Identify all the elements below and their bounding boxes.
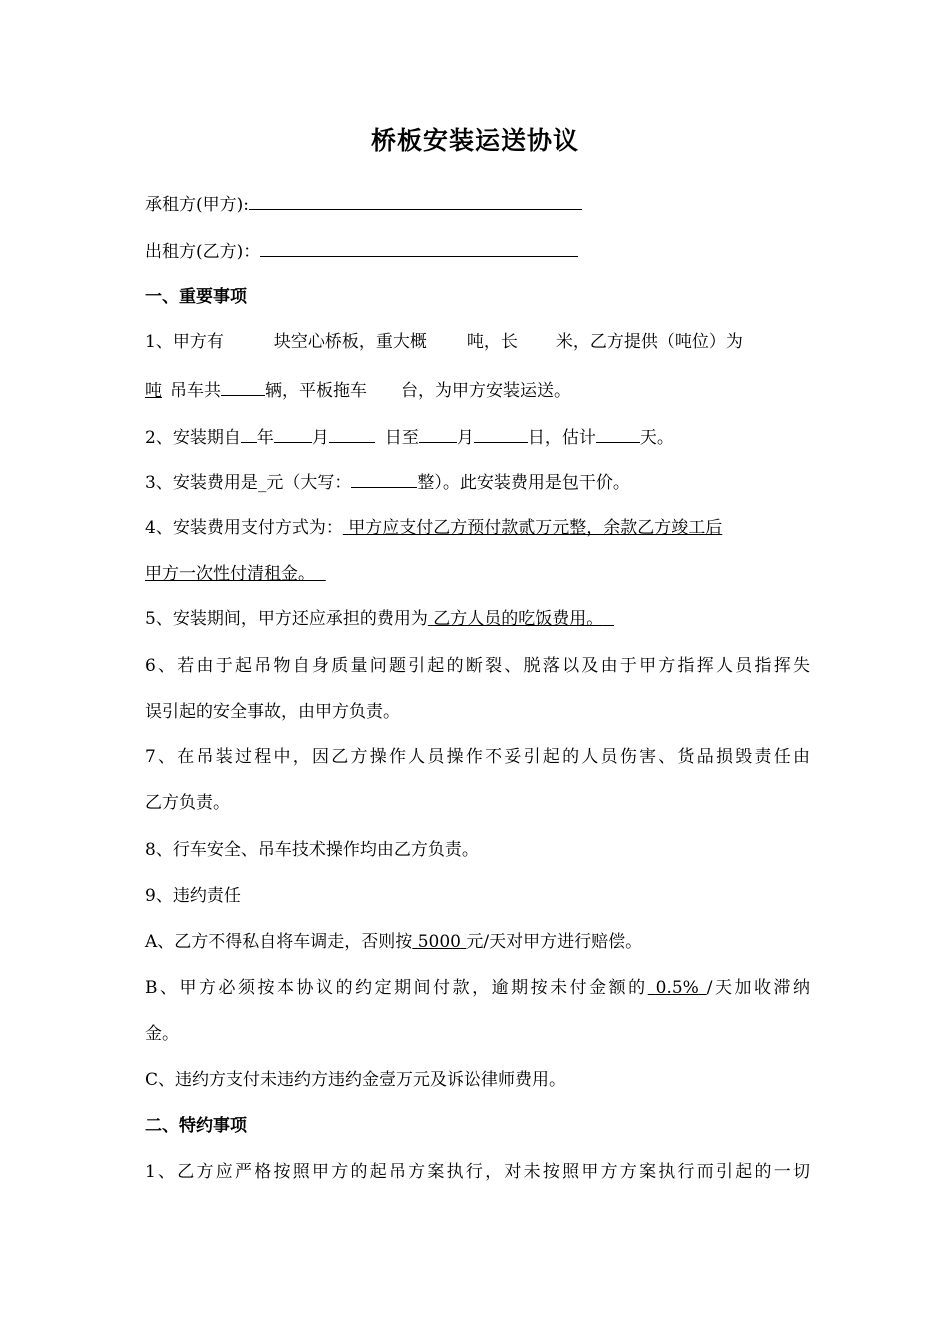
item-3-text-a: 3、安装费用是_元（大写： bbox=[145, 473, 352, 493]
section-1-heading: 一、重要事项 bbox=[145, 287, 247, 307]
item-2-text-f: 日，估计 bbox=[527, 428, 596, 448]
party-b-line bbox=[145, 238, 810, 264]
item-b-text-c: /天加收滞纳 bbox=[706, 978, 811, 998]
item-4-line-1 bbox=[145, 516, 810, 540]
document-title: 桥板安装运送协议 bbox=[370, 126, 579, 155]
item-2-text-a: 2、安装期自 bbox=[145, 428, 241, 448]
item-1-line-2 bbox=[145, 377, 810, 403]
month-blank[interactable] bbox=[274, 424, 312, 443]
item-4-payment-terms: 甲方应支付乙方预付款贰万元整，余款乙方竣工后 bbox=[348, 518, 723, 538]
item-a-line bbox=[145, 930, 810, 954]
item-5-extra-costs: 乙方人员的吃饭费用。 bbox=[433, 609, 604, 629]
item-1-text-d: 米，乙方提供（吨位）为 bbox=[555, 332, 743, 352]
special-item-1-line: 1、乙方应严格按照甲方的起吊方案执行，对未按照甲方方案执行而引起的一切 bbox=[145, 1162, 810, 1182]
day-blank[interactable] bbox=[329, 424, 375, 443]
item-1-tonnage: 吨 bbox=[145, 381, 162, 401]
amount-uppercase-blank[interactable] bbox=[351, 469, 417, 488]
item-3-text-b: 整）。此安装费用是包干价。 bbox=[417, 473, 630, 493]
end-month-blank[interactable] bbox=[419, 424, 457, 443]
item-2-text-d: 日至 bbox=[384, 428, 419, 448]
party-b-blank[interactable] bbox=[260, 238, 578, 257]
item-2-text-g: 天。 bbox=[639, 428, 674, 448]
item-6-line-2: 误引起的安全事故，由甲方负责。 bbox=[145, 702, 400, 722]
item-1-text-b: 块空心桥板，重大概 bbox=[273, 332, 427, 352]
item-7-line-2: 乙方负责。 bbox=[145, 793, 230, 813]
days-blank[interactable] bbox=[596, 424, 640, 443]
item-1-text-a: 1、甲方有 bbox=[145, 332, 224, 352]
item-4-text-a: 4、安装费用支付方式为： bbox=[145, 518, 343, 538]
item-a-text-c: 元/天对甲方进行赔偿。 bbox=[466, 932, 643, 952]
crane-count-blank[interactable] bbox=[221, 377, 265, 396]
item-1-text-c: 吨，长 bbox=[466, 332, 518, 352]
end-day-blank[interactable] bbox=[474, 424, 528, 443]
item-9-line: 9、违约责任 bbox=[145, 886, 241, 906]
year-blank[interactable] bbox=[241, 424, 257, 443]
party-a-line bbox=[145, 191, 810, 217]
party-a-blank[interactable] bbox=[249, 191, 582, 210]
item-2-text-c: 月 bbox=[311, 428, 329, 448]
item-3-line bbox=[145, 469, 810, 495]
party-b-label: 出租方(乙方)： bbox=[145, 242, 261, 262]
item-1-line-1 bbox=[145, 330, 810, 354]
item-6-line-1: 6、若由于起吊物自身质量问题引起的断裂、脱落以及由于甲方指挥人员指挥失 bbox=[145, 656, 810, 676]
item-5-line bbox=[145, 607, 810, 631]
item-1-text-h: 台，为甲方安装运送。 bbox=[401, 381, 571, 401]
item-b-line-2: 金。 bbox=[145, 1024, 179, 1044]
item-1-text-g: 辆，平板拖车 bbox=[265, 381, 367, 401]
item-4-payment-terms-cont: 甲方一次性付清租金。 bbox=[145, 564, 315, 584]
item-5-text-a: 5、安装期间，甲方还应承担的费用为 bbox=[145, 609, 428, 629]
item-2-text-e: 月 bbox=[456, 428, 474, 448]
item-7-line-1: 7、在吊装过程中，因乙方操作人员操作不妥引起的人员伤害、货品损毁责任由 bbox=[145, 747, 810, 767]
item-4-line-2 bbox=[145, 562, 810, 586]
item-c-line: C、违约方支付未违约方违约金壹万元及诉讼律师费用。 bbox=[145, 1070, 567, 1090]
late-fee-rate: 0.5% bbox=[655, 978, 699, 998]
daily-penalty-amount: 5000 bbox=[417, 932, 461, 952]
item-a-text-a: A、乙方不得私自将车调走，否则按 bbox=[145, 932, 413, 952]
item-8-line: 8、行车安全、吊车技术操作均由乙方负责。 bbox=[145, 840, 479, 860]
item-b-line-1 bbox=[145, 976, 810, 1000]
item-2-line bbox=[145, 424, 810, 450]
item-b-text-a: B、甲方必须按本协议的约定期间付款，逾期按未付金额的 bbox=[145, 978, 648, 998]
party-a-label: 承租方(甲方): bbox=[145, 195, 249, 215]
item-2-text-b: 年 bbox=[256, 428, 274, 448]
item-1-text-f: 吊车共 bbox=[170, 381, 221, 401]
section-2-heading: 二、特约事项 bbox=[145, 1116, 247, 1136]
